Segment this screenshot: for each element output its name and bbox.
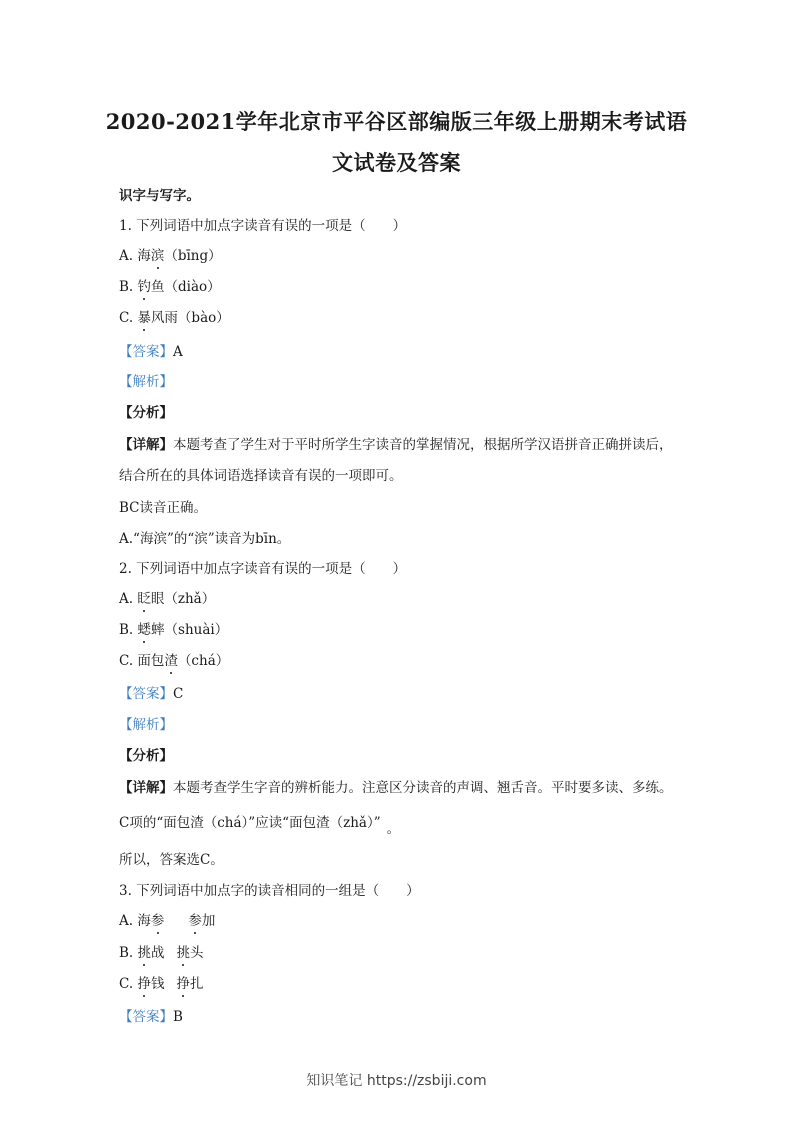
- q3-a-prefix: A. 海: [119, 913, 151, 929]
- q3-c-prefix: C.: [119, 976, 138, 992]
- doc-title-line2: 文试卷及答案: [332, 150, 461, 175]
- q3-option-b: [119, 944, 204, 962]
- q2-a-suffix: 眼（zhǎ）: [150, 591, 216, 607]
- q2-c-prefix: C. 面包: [119, 653, 165, 669]
- q2-a-dotted-char: 眨: [137, 591, 151, 607]
- q2-b-suffix: 蟀（shuài）: [151, 622, 229, 638]
- q1-detail-tag: 【详解】: [119, 437, 173, 453]
- q1-a-suffix: （bīng）: [164, 248, 222, 264]
- q2-option-b: [119, 621, 228, 639]
- q3-b-dotted-char1: 挑: [137, 945, 152, 961]
- q1-option-a: [119, 247, 222, 265]
- q1-fenxi-tag: 【分析】: [119, 405, 173, 421]
- q2-analysis-tag: 【解析】: [119, 717, 173, 733]
- section-heading: 识字与写字。: [119, 188, 200, 204]
- q1-b-dotted-char: 钓: [137, 279, 152, 295]
- q1-analysis-tag: 【解析】: [119, 374, 173, 390]
- q3-option-c: [119, 975, 203, 993]
- q1-detail-line2: 结合所在的具体词语选择读音有误的一项即可。: [119, 468, 403, 484]
- q3-b-mid: 战: [151, 945, 165, 961]
- footer-watermark: 知识笔记 https://zsbiji.com: [306, 1073, 487, 1089]
- q2-b-prefix: B.: [119, 622, 138, 638]
- q3-option-a: [119, 912, 215, 930]
- q3-c-mid: 钱: [150, 976, 165, 992]
- q1-c-suffix: 风雨（bào）: [150, 310, 230, 326]
- q2-c-dotted-char: 渣: [164, 653, 178, 669]
- q3-c-dotted-char1: 挣: [137, 976, 151, 992]
- q2-a-prefix: A.: [119, 591, 138, 607]
- q3-b-suffix: 头: [190, 945, 204, 961]
- q3-c-suffix: 扎: [189, 976, 204, 992]
- q3-a-dotted-char1: 参: [150, 913, 165, 929]
- q2-option-c: [119, 652, 229, 670]
- q3-answer-tag: 【答案】: [119, 1009, 173, 1025]
- q2-detail-tag: 【详解】: [119, 780, 173, 796]
- q2-explain-line1: [119, 814, 401, 837]
- q2-explain-period: 。: [386, 821, 401, 837]
- q3-a-suffix: 加: [201, 913, 216, 929]
- q2-b-dotted-char: 蟋: [137, 622, 152, 638]
- q2-explain-text: C项的“面包渣（chá）”应读“面包渣（zhǎ）”: [119, 815, 381, 831]
- q1-detail: [119, 436, 673, 454]
- q1-explain-line2: A.“海滨”的“滨”读音为bīn。: [119, 531, 291, 547]
- q3-answer-value: B: [173, 1009, 183, 1025]
- q2-detail: [119, 779, 673, 797]
- q1-c-dotted-char: 暴: [137, 310, 151, 326]
- q2-detail-text: 本题考查学生字音的辨析能力。注意区分读音的声调、翘舌音。平时要多读、多练。: [173, 780, 673, 796]
- q1-c-prefix: C.: [119, 310, 138, 326]
- q2-stem: 2. 下列词语中加点字读音有误的一项是（ ）: [119, 561, 407, 577]
- q1-answer-value: A: [173, 344, 183, 360]
- q3-stem: 3. 下列词语中加点字的读音相同的一组是（ ）: [119, 883, 420, 899]
- doc-title-line1: 2020-2021学年北京市平谷区部编版三年级上册期末考试语: [105, 109, 688, 134]
- q1-a-dotted-char: 滨: [150, 248, 165, 264]
- q3-c-dotted-char2: 挣: [176, 976, 190, 992]
- q3-answer: [119, 1008, 183, 1026]
- q1-a-prefix: A. 海: [119, 248, 151, 264]
- q1-stem: 1. 下列词语中加点字读音有误的一项是（ ）: [119, 218, 407, 234]
- q2-explain-line2: 所以，答案选C。: [119, 852, 224, 868]
- q2-answer: [119, 685, 183, 703]
- q2-fenxi-tag: 【分析】: [119, 748, 173, 764]
- q1-answer-tag: 【答案】: [119, 344, 173, 360]
- q2-answer-value: C: [173, 686, 184, 702]
- q3-a-dotted-char2: 参: [188, 913, 202, 929]
- q1-option-b: [119, 278, 221, 296]
- q2-option-a: [119, 590, 215, 608]
- q2-c-suffix: （chá）: [177, 653, 230, 669]
- q3-b-dotted-char2: 挑: [176, 945, 191, 961]
- q2-answer-tag: 【答案】: [119, 686, 173, 702]
- q1-explain-line1: BC读音正确。: [119, 500, 208, 516]
- q1-option-c: [119, 309, 230, 327]
- q1-answer: [119, 343, 183, 361]
- q1-detail-text: 本题考查了学生对于平时所学生字读音的掌握情况，根据所学汉语拼音正确拼读后，: [173, 437, 673, 453]
- q3-b-prefix: B.: [119, 945, 138, 961]
- q1-b-suffix: 鱼（diào）: [151, 279, 221, 295]
- q1-b-prefix: B.: [119, 279, 138, 295]
